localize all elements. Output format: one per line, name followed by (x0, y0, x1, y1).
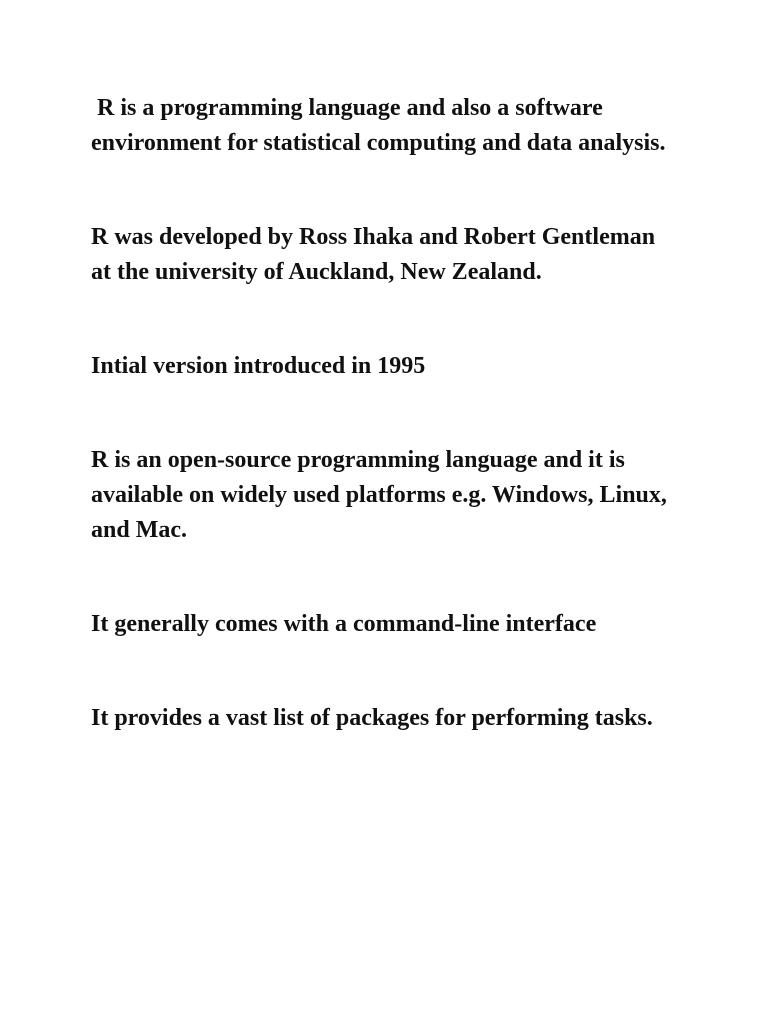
paragraph-r-definition: R is a programming language and also a software environment for statistical computing and data analysis. (91, 95, 666, 156)
paragraph-initial-version: Intial version introduced in 1995 (91, 353, 426, 379)
paragraph-open-source: R is an open-source programming language and it is available on widely used platforms e.g. Windows, Linux, and Mac. (91, 447, 673, 543)
paragraph-command-line: It generally comes with a command-line interface (91, 611, 597, 637)
paragraph-r-developers: R was developed by Ross Ihaka and Robert Gentleman at the university of Auckland, New Zealand. (91, 224, 662, 285)
paragraph-packages: It provides a vast list of packages for performing tasks. (91, 705, 653, 731)
